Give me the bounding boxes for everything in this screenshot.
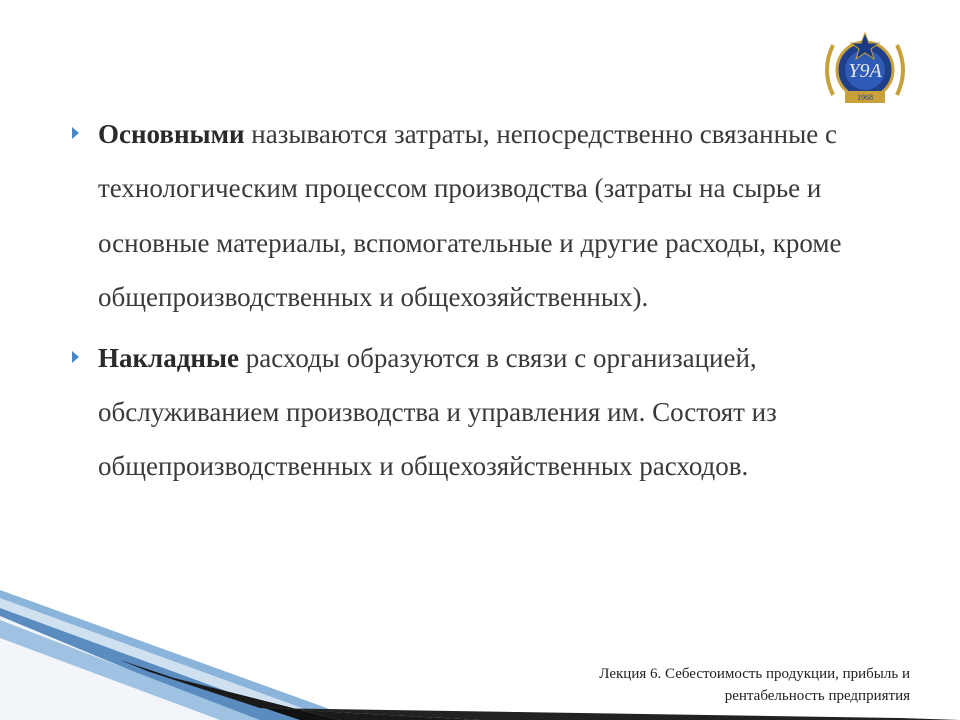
footer-caption [470,663,910,707]
bullet-text: расходы образуются в связи с организацией, обслуживанием производства и управления им. Состоят из общепроизводственных и общехозяйственных расходов. [98,342,777,482]
svg-text:Y9A: Y9A [848,60,882,82]
bullet-item-overhead-costs [70,331,900,494]
bullet-term: Основными [98,119,245,149]
footer-line-1: Лекция 6. Себестоимость продукции, прибыль и [599,666,910,682]
bullet-item-basic-costs [70,107,900,325]
bullet-arrow-icon [72,351,79,363]
footer-line-2: рентабельность предприятия [724,688,910,704]
bullet-arrow-icon [72,127,79,139]
university-emblem-logo [815,25,915,110]
svg-text:1968: 1968 [857,93,873,102]
bullet-text: называются затраты, непосредственно связанные с технологическим процессом производства (затраты на сырье и основные материалы, вспомогательные и другие расходы, кроме общепроизводственных и общехозяйственных). [98,119,842,313]
bullet-list [70,107,900,500]
bullet-term: Накладные [98,342,239,373]
